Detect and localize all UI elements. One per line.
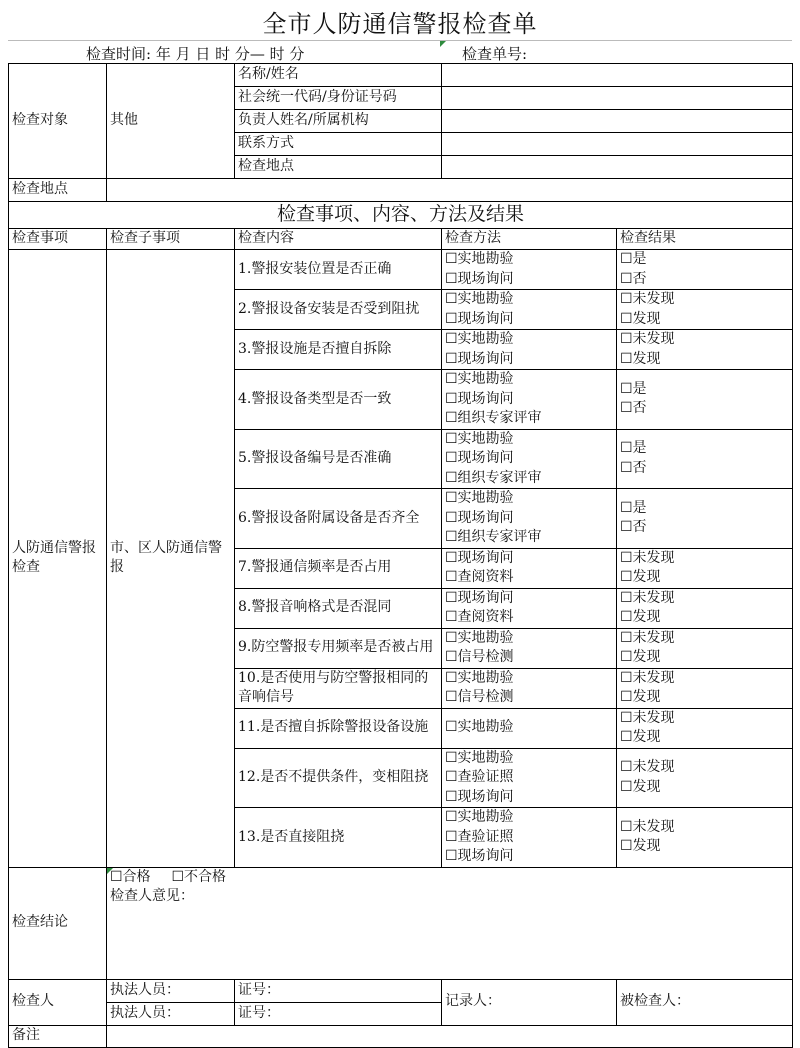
result-checkbox[interactable]: ☐是 [620, 251, 647, 267]
sheet-title: 全市人防通信警报检查单 [262, 10, 538, 38]
method-checkbox[interactable]: ☐现场询问 [445, 450, 514, 466]
check-results [617, 548, 793, 588]
check-content: 1.警报安装位置是否正确 [235, 250, 442, 290]
method-checkbox[interactable]: ☐实地勘验 [445, 251, 514, 267]
result-checkbox[interactable]: ☐发现 [620, 310, 661, 327]
location-value[interactable] [107, 179, 793, 202]
result-checkbox[interactable]: ☐发现 [620, 778, 661, 795]
method-checkbox[interactable]: ☐现场询问 [445, 589, 514, 606]
check-results [617, 290, 793, 330]
result-checkbox[interactable]: ☐是 [620, 440, 647, 457]
check-results [617, 628, 793, 668]
check-content: 13.是否直接阻挠 [235, 808, 442, 868]
remark-value[interactable] [107, 1025, 793, 1047]
check-methods [442, 330, 617, 370]
inspection-table [8, 63, 793, 1048]
result-checkbox[interactable]: ☐发现 [620, 609, 661, 625]
inspected-party-label: 被检查人： [617, 979, 793, 1025]
result-checkbox[interactable]: ☐发现 [620, 689, 661, 705]
check-item: 人防通信警报检查 [9, 250, 107, 868]
result-checkbox[interactable]: ☐发现 [620, 838, 661, 855]
method-checkbox[interactable]: ☐实地勘验 [445, 490, 514, 506]
method-checkbox[interactable]: ☐现场询问 [445, 549, 514, 566]
header-result: 检查结果 [617, 229, 793, 250]
header-method: 检查方法 [442, 229, 617, 250]
cert-label-1: 证号： [235, 979, 442, 1002]
result-checkbox[interactable]: ☐发现 [620, 350, 661, 367]
header-subitem: 检查子事项 [107, 229, 235, 250]
method-checkbox[interactable]: ☐信号检测 [445, 689, 514, 705]
inspector-opinion-label: 检查人意见： [110, 888, 194, 904]
table-row [9, 250, 793, 290]
check-methods [442, 489, 617, 549]
check-subitem: 市、区人防通信警报 [107, 250, 235, 868]
target-field-code: 社会统一代码/身份证号码 [235, 87, 442, 110]
method-checkbox[interactable]: ☐现场询问 [445, 390, 514, 407]
method-checkbox[interactable]: ☐实地勘验 [445, 719, 514, 736]
target-field-contact: 联系方式 [235, 133, 442, 156]
method-checkbox[interactable]: ☐组织专家评审 [445, 469, 542, 486]
check-results [617, 330, 793, 370]
target-value-code[interactable] [442, 87, 793, 110]
result-checkbox[interactable]: ☐未发现 [620, 818, 675, 835]
check-content: 12.是否不提供条件，变相阻挠 [235, 748, 442, 808]
result-checkbox[interactable]: ☐未发现 [620, 291, 675, 307]
check-content: 10.是否使用与防空警报相同的音响信号 [235, 668, 442, 708]
target-value-name[interactable] [442, 64, 793, 87]
cell-comment-marker [440, 41, 446, 47]
check-methods [442, 748, 617, 808]
method-checkbox[interactable]: ☐查验证照 [445, 769, 514, 785]
check-results [617, 250, 793, 290]
check-results [617, 668, 793, 708]
result-checkbox[interactable]: ☐未发现 [620, 589, 675, 606]
result-checkbox[interactable]: ☐否 [620, 400, 647, 417]
result-checkbox[interactable]: ☐是 [620, 380, 647, 397]
check-content: 6.警报设备附属设备是否齐全 [235, 489, 442, 549]
sheet-number-label: 检查单号: [462, 45, 528, 63]
method-checkbox[interactable]: ☐现场询问 [445, 350, 514, 367]
check-methods [442, 708, 617, 748]
conclusion-label: 检查结论 [9, 867, 107, 979]
method-checkbox[interactable]: ☐实地勘验 [445, 749, 514, 766]
officer-label-1: 执法人员： [107, 979, 235, 1002]
check-methods [442, 250, 617, 290]
result-checkbox[interactable]: ☐否 [620, 519, 647, 536]
check-content: 5.警报设备编号是否准确 [235, 429, 442, 489]
result-checkbox[interactable]: ☐未发现 [620, 549, 675, 566]
check-content: 9.防空警报专用频率是否被占用 [235, 628, 442, 668]
section-title: 检查事项、内容、方法及结果 [9, 202, 793, 229]
result-checkbox[interactable]: ☐发现 [620, 649, 661, 665]
method-checkbox[interactable]: ☐信号检测 [445, 649, 514, 665]
check-methods [442, 668, 617, 708]
check-content: 8.警报音响格式是否混同 [235, 588, 442, 628]
meta-row [8, 40, 792, 63]
method-checkbox[interactable]: ☐现场询问 [445, 788, 514, 805]
method-checkbox[interactable]: ☐实地勘验 [445, 331, 514, 347]
check-content: 2.警报设备安装是否受到阻扰 [235, 290, 442, 330]
check-results [617, 748, 793, 808]
result-checkbox[interactable]: ☐否 [620, 270, 647, 287]
target-field-name: 名称/姓名 [235, 64, 442, 87]
inspector-label: 检查人 [9, 979, 107, 1025]
check-results [617, 808, 793, 868]
remark-label: 备注 [9, 1025, 107, 1047]
inspection-time-label: 检查时间: 年 月 日 时 分— 时 分 [86, 45, 305, 63]
result-checkbox[interactable]: ☐未发现 [620, 331, 675, 347]
check-methods [442, 808, 617, 868]
check-results [617, 489, 793, 549]
result-checkbox[interactable]: ☐发现 [620, 729, 661, 745]
conclusion-cell [107, 867, 793, 979]
target-label: 检查对象 [9, 64, 107, 179]
result-checkbox[interactable]: ☐未发现 [620, 759, 675, 776]
method-checkbox[interactable]: ☐现场询问 [445, 509, 514, 526]
target-value-manager[interactable] [442, 110, 793, 133]
method-checkbox[interactable]: ☐实地勘验 [445, 669, 514, 686]
inspection-sheet [8, 8, 792, 1048]
target-field-location: 检查地点 [235, 156, 442, 179]
check-results [617, 588, 793, 628]
check-methods [442, 290, 617, 330]
method-checkbox[interactable]: ☐现场询问 [445, 848, 514, 864]
method-checkbox[interactable]: ☐现场询问 [445, 310, 514, 327]
method-checkbox[interactable]: ☐组织专家评审 [445, 529, 542, 545]
method-checkbox[interactable]: ☐查验证照 [445, 828, 514, 845]
header-content: 检查内容 [235, 229, 442, 250]
target-value-location[interactable] [442, 156, 793, 179]
result-checkbox[interactable]: ☐否 [620, 459, 647, 476]
target-category: 其他 [107, 64, 235, 179]
recorder-label: 记录人： [442, 979, 617, 1025]
target-value-contact[interactable] [442, 133, 793, 156]
method-checkbox[interactable]: ☐实地勘验 [445, 430, 514, 447]
location-label: 检查地点 [9, 179, 107, 202]
check-methods [442, 588, 617, 628]
result-checkbox[interactable]: ☐发现 [620, 569, 661, 585]
check-content: 3.警报设施是否擅自拆除 [235, 330, 442, 370]
check-methods [442, 429, 617, 489]
method-checkbox[interactable]: ☐实地勘验 [445, 371, 514, 387]
method-checkbox[interactable]: ☐实地勘验 [445, 291, 514, 307]
check-methods [442, 628, 617, 668]
method-checkbox[interactable]: ☐查阅资料 [445, 569, 514, 585]
check-content: 11.是否擅自拆除警报设备设施 [235, 708, 442, 748]
header-item: 检查事项 [9, 229, 107, 250]
cert-label-2: 证号： [235, 1002, 442, 1025]
fail-checkbox[interactable]: ☐不合格 [171, 868, 227, 885]
method-checkbox[interactable]: ☐现场询问 [445, 270, 514, 287]
result-checkbox[interactable]: ☐未发现 [620, 709, 675, 726]
officer-label-2: 执法人员： [107, 1002, 235, 1025]
check-content: 4.警报设备类型是否一致 [235, 370, 442, 430]
check-methods [442, 370, 617, 430]
check-content: 7.警报通信频率是否占用 [235, 548, 442, 588]
result-checkbox[interactable]: ☐是 [620, 499, 647, 516]
method-checkbox[interactable]: ☐组织专家评审 [445, 410, 542, 426]
check-results [617, 429, 793, 489]
check-methods [442, 548, 617, 588]
check-results [617, 370, 793, 430]
result-checkbox[interactable]: ☐未发现 [620, 669, 675, 686]
cell-comment-marker [107, 868, 113, 874]
result-checkbox[interactable]: ☐未发现 [620, 629, 675, 646]
pass-checkbox[interactable]: ☐合格 [110, 868, 151, 885]
check-results [617, 708, 793, 748]
method-checkbox[interactable]: ☐查阅资料 [445, 609, 514, 625]
target-field-manager: 负责人姓名/所属机构 [235, 110, 442, 133]
method-checkbox[interactable]: ☐实地勘验 [445, 629, 514, 646]
method-checkbox[interactable]: ☐实地勘验 [445, 809, 514, 825]
